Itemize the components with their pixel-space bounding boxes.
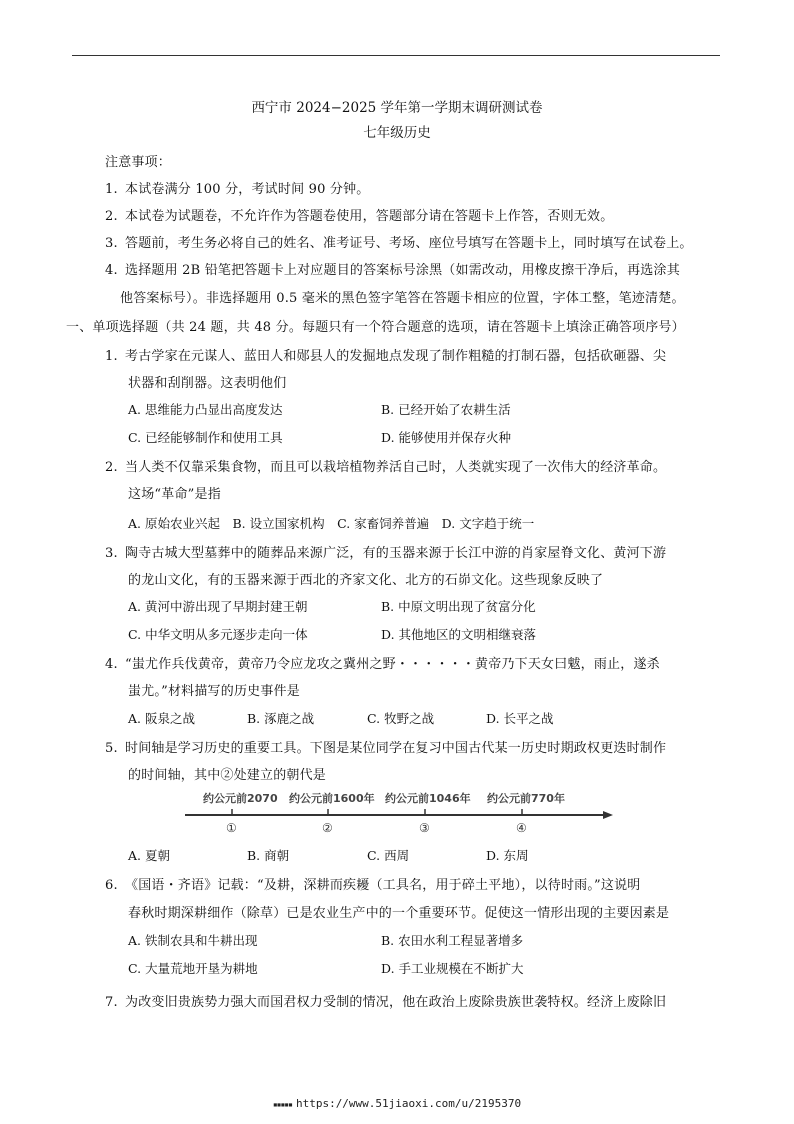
question-stem: [105, 345, 666, 364]
timeline-mark: ③: [419, 821, 430, 835]
question-num: 7.: [105, 995, 118, 1010]
question-stem: [105, 456, 666, 475]
notice-heading: 注意事项：: [105, 155, 172, 170]
footer-mark: ▪▪▪▪▪: [272, 1100, 292, 1109]
notice-text: 答题前，考生务必将自己的姓名、准考证号、考场、座位号填写在答题卡上，同时填写在试卷上。: [125, 236, 693, 251]
timeline-mark: ①: [226, 821, 237, 835]
notice-item: [105, 178, 370, 197]
option-b[interactable]: B. 已经开始了农耕生活: [381, 402, 511, 417]
question-num: 4.: [105, 657, 118, 672]
option-d[interactable]: D. 能够使用并保存火种: [381, 430, 512, 445]
question-text: 考古学家在元谋人、蓝田人和郧县人的发掘地点发现了制作粗糙的打制石器，包括砍砸器、尖: [125, 349, 667, 364]
option-d[interactable]: D. 手工业规模在不断扩大: [381, 961, 524, 976]
question-num: 1.: [105, 349, 118, 364]
question-text-continued: 这场“革命”是指: [128, 487, 221, 502]
question-stem: [105, 653, 660, 672]
notice-item: [105, 232, 693, 251]
question-text-continued: 的龙山文化，有的玉器来源于西北的齐家文化、北方的石峁文化。这些现象反映了: [128, 573, 604, 588]
option-a[interactable]: A. 黄河中游出现了早期封建王朝: [128, 599, 308, 614]
notice-num: 2.: [105, 209, 118, 224]
option-c[interactable]: C. 大量荒地开垦为耕地: [128, 961, 258, 976]
options-line[interactable]: A. 原始农业兴起 B. 设立国家机构 C. 家畜饲养普遍 D. 文字趋于统一: [128, 516, 535, 531]
question-stem: [105, 542, 666, 561]
option-b[interactable]: B. 商朝: [247, 848, 290, 863]
header-rule: [72, 55, 720, 56]
option-b[interactable]: B. 涿鹿之战: [247, 711, 315, 726]
option-c[interactable]: C. 西周: [367, 848, 410, 863]
question-text-continued: 状器和刮削器。这表明他们: [128, 376, 287, 391]
timeline-label: 约公元前770年: [487, 792, 565, 805]
option-c[interactable]: C. 已经能够制作和使用工具: [128, 430, 283, 445]
option-c[interactable]: C. 牧野之战: [367, 711, 435, 726]
option-b[interactable]: B. 农田水利工程显著增多: [381, 933, 524, 948]
option-a[interactable]: A. 阪泉之战: [128, 711, 195, 726]
question-stem: [105, 991, 666, 1010]
question-text: 当人类不仅靠采集食物，而且可以栽培植物养活自己时，人类就实现了一次伟大的经济革命。: [125, 460, 667, 475]
timeline-label: 约公元前1046年: [385, 792, 471, 805]
notice-num: 1.: [105, 182, 118, 197]
question-text: 陶寺古城大型墓葬中的随葬品来源广泛，有的玉器来源于长江中游的肖家屋脊文化、黄河下游: [125, 546, 667, 561]
question-text: 为改变旧贵族势力强大而国君权力受制的情况，他在政治上废除贵族世袭特权。经济上废除旧: [125, 995, 667, 1010]
notice-num: 3.: [105, 236, 118, 251]
option-d[interactable]: D. 东周: [486, 848, 529, 863]
footer: [0, 1097, 794, 1110]
question-stem: [105, 874, 641, 893]
option-d[interactable]: D. 其他地区的文明相继衰落: [381, 627, 537, 642]
page-title: 西宁市 2024−2025 学年第一学期末调研测试卷: [251, 100, 543, 116]
timeline-mark: ④: [516, 821, 527, 835]
page-subtitle: 七年级历史: [363, 125, 431, 141]
option-d[interactable]: D. 长平之战: [486, 711, 554, 726]
notice-text: 选择题用 2B 铅笔把答题卡上对应题目的答案标号涂黑（如需改动，用橡皮擦干净后，再选涂其: [125, 263, 680, 278]
notice-item: [105, 259, 680, 278]
question-num: 6.: [105, 878, 118, 893]
question-num: 2.: [105, 460, 118, 475]
question-num: 5.: [105, 741, 118, 756]
notice-num: 4.: [105, 263, 118, 278]
option-a[interactable]: A. 思维能力凸显出高度发达: [128, 402, 283, 417]
notice-text: 本试卷为试题卷，不允许作为答题卷使用，答题部分请在答题卡上作答，否则无效。: [125, 209, 614, 224]
section-heading: 一、单项选择题（共 24 题，共 48 分。每题只有一个符合题意的选项，请在答题卡上填涂正确答项序号）: [66, 320, 685, 335]
footer-url-link[interactable]: https://www.51jiaoxi.com/u/2195370: [295, 1097, 522, 1110]
notice-item: [105, 205, 613, 224]
question-text: 时间轴是学习历史的重要工具。下图是某位同学在复习中国古代某一历史时期政权更迭时制作: [125, 741, 667, 756]
question-text: 《国语・齐语》记载：“及耕，深耕而疾耰（工具名，用于碎土平地），以待时雨。”这说明: [125, 878, 641, 893]
question-num: 3.: [105, 546, 118, 561]
question-text: “蚩尤作兵伐黄帝，黄帝乃令应龙攻之冀州之野・・・・・・黄帝乃下天女曰魃，雨止，遂杀: [125, 657, 660, 672]
question-text-continued: 蚩尤。”材料描写的历史事件是: [128, 684, 300, 699]
timeline-arrow-icon: [603, 811, 613, 819]
question-text-continued: 的时间轴，其中②处建立的朝代是: [128, 768, 327, 783]
question-text-continued: 春秋时期深耕细作（除草）已是农业生产中的一个重要环节。促使这一情形出现的主要因素是: [128, 906, 670, 921]
timeline-diagram: [185, 790, 615, 840]
timeline-mark: ②: [322, 821, 333, 835]
notice-text-continued: 他答案标号）。非选择题用 0.5 毫米的黑色签字笔答在答题卡相应的位置，字体工整，笔迹清楚。: [120, 291, 685, 306]
option-a[interactable]: A. 铁制农具和牛耕出现: [128, 933, 258, 948]
option-b[interactable]: B. 中原文明出现了贫富分化: [381, 599, 536, 614]
timeline-label: 约公元前2070: [203, 792, 278, 805]
option-a[interactable]: A. 夏朝: [128, 848, 170, 863]
timeline-label: 约公元前1600年: [289, 792, 375, 805]
question-stem: [105, 737, 666, 756]
notice-text: 本试卷满分 100 分，考试时间 90 分钟。: [125, 182, 370, 197]
option-c[interactable]: C. 中华文明从多元逐步走向一体: [128, 627, 308, 642]
